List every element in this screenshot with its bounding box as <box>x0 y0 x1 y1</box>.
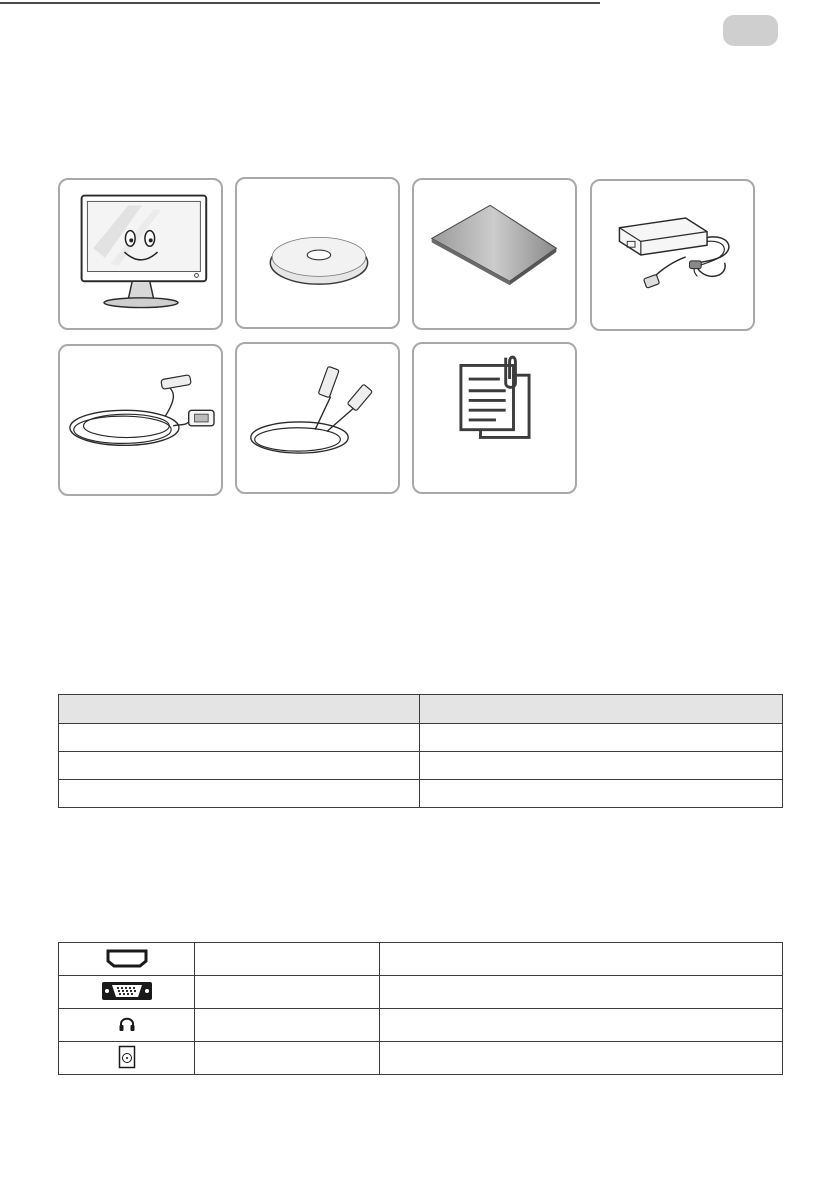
spec-cell <box>420 724 783 752</box>
spec-header-cell <box>420 695 783 724</box>
item-card-documents <box>412 342 577 494</box>
documents-icon <box>414 344 575 492</box>
table-row <box>59 976 783 1009</box>
table-row <box>59 1042 783 1075</box>
spec-cell <box>420 752 783 780</box>
item-card-monitor <box>58 178 223 330</box>
table-row <box>59 1009 783 1042</box>
spec-header-cell <box>59 695 420 724</box>
disc-icon <box>237 179 398 327</box>
spec-table-header <box>59 695 783 724</box>
spec-cell <box>59 780 420 808</box>
port-name <box>195 1009 380 1042</box>
headphone-icon <box>118 1015 136 1033</box>
spec-cell <box>420 780 783 808</box>
item-card-vga-cable <box>58 344 223 496</box>
port-name <box>195 943 380 976</box>
port-description <box>380 1042 783 1075</box>
power-adapter-icon <box>592 181 753 329</box>
item-card-usb-cable <box>235 342 400 494</box>
dc-in-icon <box>118 1045 136 1069</box>
item-card-manual <box>412 178 577 330</box>
table-row <box>59 780 783 808</box>
spec-cell <box>59 724 420 752</box>
vga-port-icon <box>101 980 153 1002</box>
port-description <box>380 1009 783 1042</box>
table-row <box>59 943 783 976</box>
item-card-disc <box>235 177 400 329</box>
port-icon-cell <box>59 976 195 1009</box>
spec-table <box>58 694 783 808</box>
hdmi-port-icon <box>105 948 149 968</box>
item-card-power-adapter <box>590 179 755 331</box>
monitor-icon <box>60 180 221 328</box>
page-number-tab <box>723 15 778 46</box>
table-row <box>59 752 783 780</box>
table-row <box>59 724 783 752</box>
port-description <box>380 976 783 1009</box>
port-name <box>195 976 380 1009</box>
port-description <box>380 943 783 976</box>
port-name <box>195 1042 380 1075</box>
spec-cell <box>59 752 420 780</box>
manual-icon <box>414 180 575 328</box>
port-icon-cell <box>59 1009 195 1042</box>
port-icon-cell <box>59 943 195 976</box>
header-rule <box>0 2 839 4</box>
port-icon-cell <box>59 1042 195 1075</box>
usb-cable-icon <box>237 344 398 492</box>
vga-cable-icon <box>60 346 221 494</box>
ports-table <box>58 942 783 1075</box>
